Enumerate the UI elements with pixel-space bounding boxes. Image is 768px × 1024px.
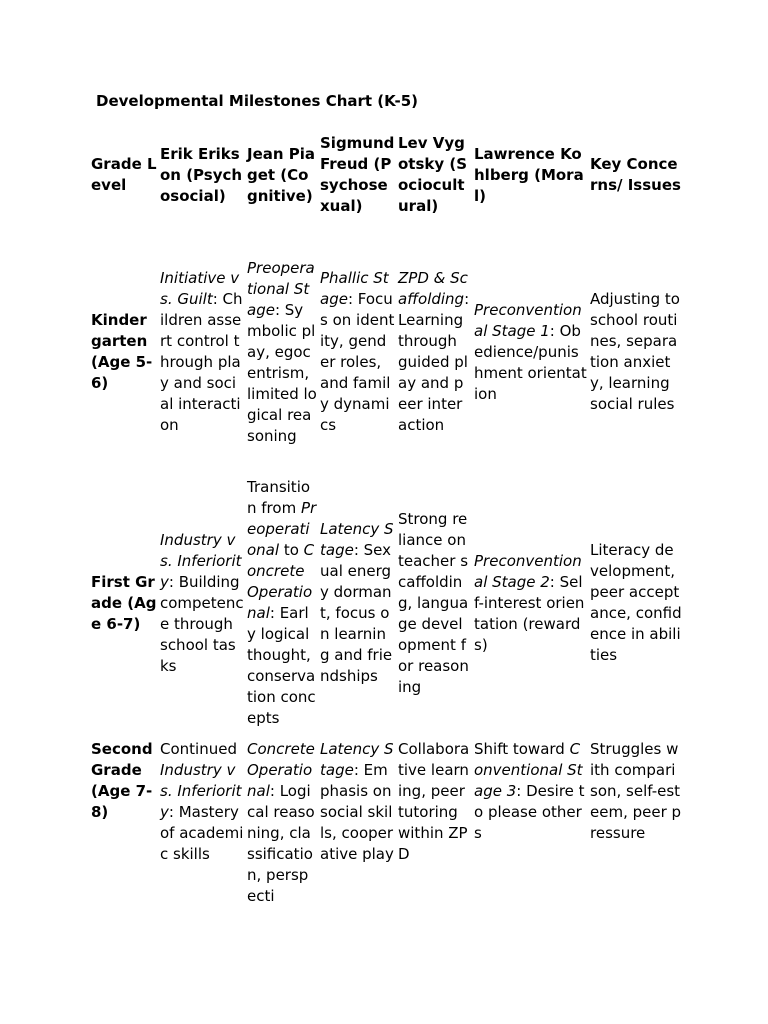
freud-cell xyxy=(317,729,395,907)
stage-description: : Obedience/punishment orientation xyxy=(474,321,587,403)
header-grade-level: Grade Level xyxy=(91,155,157,194)
stage-description: : Mastery of academic skills xyxy=(160,803,244,863)
stage-prefix: Continued xyxy=(160,740,237,758)
concerns-cell: Adjusting to school routines, separation anxiety, learning social rules xyxy=(590,290,680,413)
stage-prefix: Transition from xyxy=(247,478,311,517)
stage-description: : Children assert control through play and social interaction xyxy=(160,290,243,434)
table-row xyxy=(88,477,682,729)
table-header-row xyxy=(88,123,682,227)
stage-term: Initiative vs. Guilt xyxy=(160,269,240,308)
stage-term: Preconventional Stage 2 xyxy=(474,551,582,591)
stage-term: Concrete Operational xyxy=(247,541,315,622)
piaget-cell xyxy=(244,227,317,477)
grade-cell: Second Grade (Age 7-8) xyxy=(91,740,153,821)
stage-term: Phallic Stage xyxy=(320,269,389,308)
grade-cell: Kindergarten (Age 5-6) xyxy=(91,311,153,392)
grade-cell: First Grade (Age 6-7) xyxy=(91,572,157,633)
table-row xyxy=(88,227,682,477)
stage-connector: to xyxy=(279,541,304,559)
stage-term: Preconventional Stage 1 xyxy=(474,300,582,340)
stage-term: Industry vs. Inferiority xyxy=(160,530,242,591)
stage-description: : Emphasis on social skills, cooperative play xyxy=(320,761,394,863)
freud-cell xyxy=(317,477,395,729)
stage-term: Conventional Stage 3 xyxy=(474,740,583,800)
stage-term: Industry vs. Inferiority xyxy=(160,761,242,821)
stage-description: : Desire to please others xyxy=(474,782,585,842)
erikson-cell xyxy=(157,477,244,729)
header-piaget: Jean Piaget (Cognitive) xyxy=(247,144,316,205)
stage-description: : Building competence through school tasks xyxy=(160,572,244,675)
concerns-cell: Struggles with comparison, self-esteem, peer pressure xyxy=(590,740,682,842)
vygotsky-cell: Strong reliance on teacher scaffolding, language development for reasoning xyxy=(398,509,469,696)
header-freud: Sigmund Freud (Psychosexual) xyxy=(320,134,395,215)
erikson-cell xyxy=(157,729,244,907)
stage-description: : Self-interest orientation (rewards) xyxy=(474,572,585,654)
stage-term: ZPD & Scaffolding xyxy=(398,269,468,308)
piaget-cell xyxy=(244,729,317,907)
vygotsky-cell: Collaborative learning, peer tutoring within ZPD xyxy=(398,740,470,863)
header-kohlberg: Lawrence Kohlberg (Moral) xyxy=(474,144,584,205)
kohlberg-cell xyxy=(471,477,587,729)
stage-term: Preoperational xyxy=(247,499,317,559)
stage-description: : Learning through guided play and peer interaction xyxy=(398,290,470,434)
stage-term: Latency Stage xyxy=(320,740,394,779)
piaget-cell xyxy=(244,477,317,729)
header-key-concerns: Key Concerns/ Issues xyxy=(590,155,681,194)
stage-term: Concrete Operational xyxy=(247,740,315,800)
page-title: Developmental Milestones Chart (K-5) xyxy=(96,92,418,110)
freud-cell xyxy=(317,227,395,477)
stage-term: Latency Stage xyxy=(320,520,394,559)
vygotsky-cell xyxy=(395,227,471,477)
header-erikson: Erik Erikson (Psychosocial) xyxy=(160,144,243,205)
stage-prefix: Shift toward xyxy=(474,740,570,758)
stage-term: Preoperational Stage xyxy=(247,258,315,319)
stage-description: : Sexual energy dormant, focus on learning and friendships xyxy=(320,541,393,685)
header-vygotsky: Lev Vygotsky (Sociocultural) xyxy=(398,134,468,215)
kohlberg-cell xyxy=(471,227,587,477)
milestones-table xyxy=(88,123,682,907)
erikson-cell xyxy=(157,227,244,477)
stage-description: : Focus on identity, gender roles, and family dynamics xyxy=(320,290,395,434)
stage-description: : Symbolic play, egocentrism, limited logical reasoning xyxy=(247,300,317,445)
stage-description: : Logical reasoning, classification, perspecti xyxy=(247,782,315,905)
kohlberg-cell xyxy=(471,729,587,907)
stage-description: : Early logical thought, conservation concepts xyxy=(247,604,316,727)
concerns-cell: Literacy development, peer acceptance, confidence in abilities xyxy=(590,541,682,664)
table-row xyxy=(88,729,682,907)
